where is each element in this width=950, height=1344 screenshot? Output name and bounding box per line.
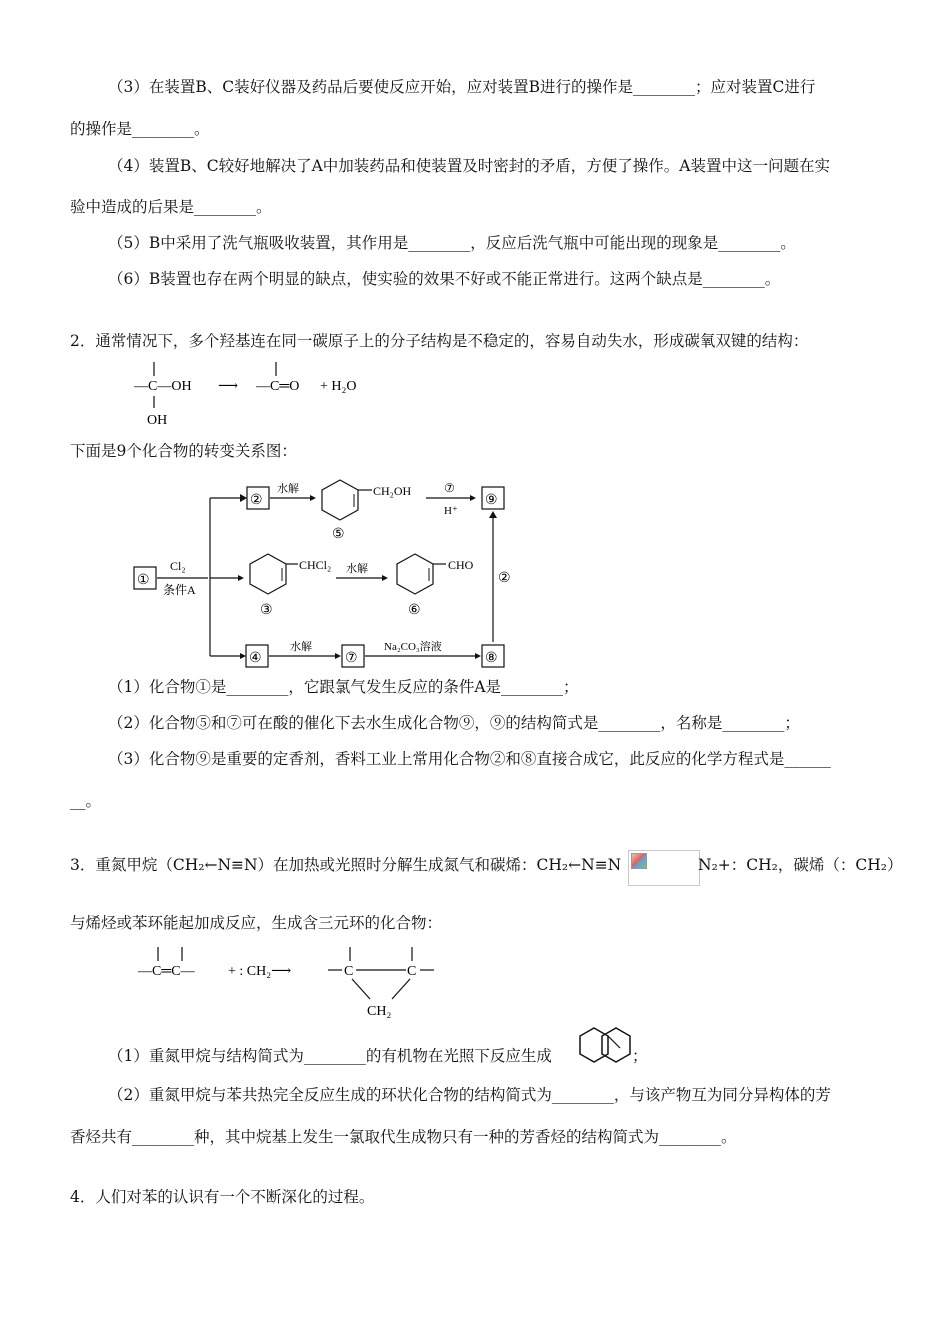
- q3-intro-line2: 与烯烃或苯环能起加成反应，生成含三元环的化合物：: [70, 914, 443, 932]
- na2co3-label: Na₂CO₃溶液: [384, 641, 442, 653]
- reaction-arrow: ⟶: [218, 379, 239, 394]
- circle-2-right: ②: [498, 571, 511, 586]
- compound-7: ⑦: [345, 651, 358, 666]
- carbene-arrow-text: + : CH₂⟶: [228, 964, 292, 979]
- benzene-ring-5: [322, 480, 358, 520]
- broken-image-placeholder: [628, 850, 700, 886]
- condition-a-label: 条件A: [163, 583, 196, 597]
- compound-4: ④: [249, 651, 262, 666]
- carbonyl-text: —C═O: [256, 379, 300, 394]
- bicyclic-product-structure: [578, 1024, 634, 1074]
- q2-3-line1: （3）化合物⑨是重要的定香剂，香料工业上常用化合物②和⑧直接合成它，此反应的化学方程式是______: [108, 750, 831, 768]
- q3-2-line2: 香烃共有________种，其中烷基上发生一氯取代生成物只有一种的芳香烃的结构简式为________。: [70, 1128, 737, 1146]
- ring-carbon-2: C: [407, 964, 417, 979]
- q2-1: （1）化合物①是________，它跟氯气发生反应的条件A是________；: [108, 678, 579, 696]
- compound-9: ⑨: [485, 493, 498, 508]
- water-text: + H₂O: [320, 379, 357, 394]
- compound-8: ⑧: [485, 651, 498, 666]
- q1-3-line2: 的操作是________。: [70, 120, 210, 138]
- hydrolysis-label-3: 水解: [290, 641, 312, 653]
- compound-3: ③: [260, 603, 273, 618]
- cho-label: CHO: [448, 558, 474, 572]
- q1-4-line1: （4）装置B、C较好地解决了A中加装药品和使装置及时密封的矛盾，方便了操作。A装置中这一问题在实: [108, 157, 831, 175]
- q1-3-line1: （3）在装置B、C装好仪器及药品后要使反应开始，应对装置B进行的操作是________；应对装置C进行: [108, 78, 816, 96]
- circle-7-top: ⑦: [444, 481, 455, 495]
- q2-3-line2: __。: [70, 792, 102, 810]
- geminal-diol-text: —C—OH: [134, 379, 192, 394]
- q1-5: （5）B中采用了洗气瓶吸收装置，其作用是________，反应后洗气瓶中可能出现的现象是________。: [108, 234, 796, 252]
- chcl2-label: CHCl₂: [299, 558, 332, 572]
- compound-1: ①: [137, 573, 150, 588]
- compound-2: ②: [250, 493, 263, 508]
- benzene-ring-6: [397, 554, 433, 594]
- benzene-ring-3: [250, 554, 286, 594]
- ring-ch2: CH₂: [367, 1004, 392, 1019]
- oh-bottom-text: OH: [147, 413, 168, 428]
- q2-intro: 2．通常情况下，多个羟基连在同一碳原子上的分子结构是不稳定的，容易自动失水，形成碳氧双键的结构：: [70, 332, 809, 350]
- q3-1-a: （1）重氮甲烷与结构简式为________的有机物在光照下反应生成: [108, 1047, 552, 1065]
- cl2-label: Cl₂: [170, 559, 186, 573]
- h-plus-label: H⁺: [444, 505, 458, 517]
- hydrolysis-label-2: 水解: [346, 563, 368, 575]
- broken-image-icon: [631, 853, 647, 869]
- conversion-diagram: [130, 470, 530, 670]
- ring-carbon-1: C: [344, 964, 354, 979]
- q3-1-b: ；: [632, 1047, 648, 1065]
- q1-6: （6）B装置也存在两个明显的缺点，使实验的效果不好或不能正常进行。这两个缺点是________。: [108, 270, 781, 288]
- dehydration-reaction: [130, 360, 390, 430]
- q2-2: （2）化合物⑤和⑦可在酸的催化下去水生成化合物⑨，⑨的结构简式是________，名称是________；: [108, 714, 800, 732]
- compound-5: ⑤: [332, 527, 345, 542]
- diagram-intro: 下面是9个化合物的转变关系图：: [70, 442, 297, 460]
- ch2oh-label: CH₂OH: [373, 484, 412, 498]
- compound-6: ⑥: [408, 603, 421, 618]
- q3-2-line1: （2）重氮甲烷与苯共热完全反应生成的环状化合物的结构简式为________，与该产物互为同分异构体的芳: [108, 1086, 831, 1104]
- q1-4-line2: 验中造成的后果是________。: [70, 198, 272, 216]
- q3-intro-b: N₂+：CH₂，碳烯（：CH₂）: [698, 856, 903, 874]
- q3-intro-a: 3．重氮甲烷（CH₂←N≡N）在加热或光照时分解生成氮气和碳烯：CH₂←N≡N: [70, 856, 622, 874]
- q4-intro: 4．人们对苯的认识有一个不断深化的过程。: [70, 1188, 375, 1206]
- carbene-addition-reaction: [130, 945, 450, 1025]
- alkene-text: —C═C—: [138, 964, 195, 979]
- hydrolysis-label-1: 水解: [277, 483, 299, 495]
